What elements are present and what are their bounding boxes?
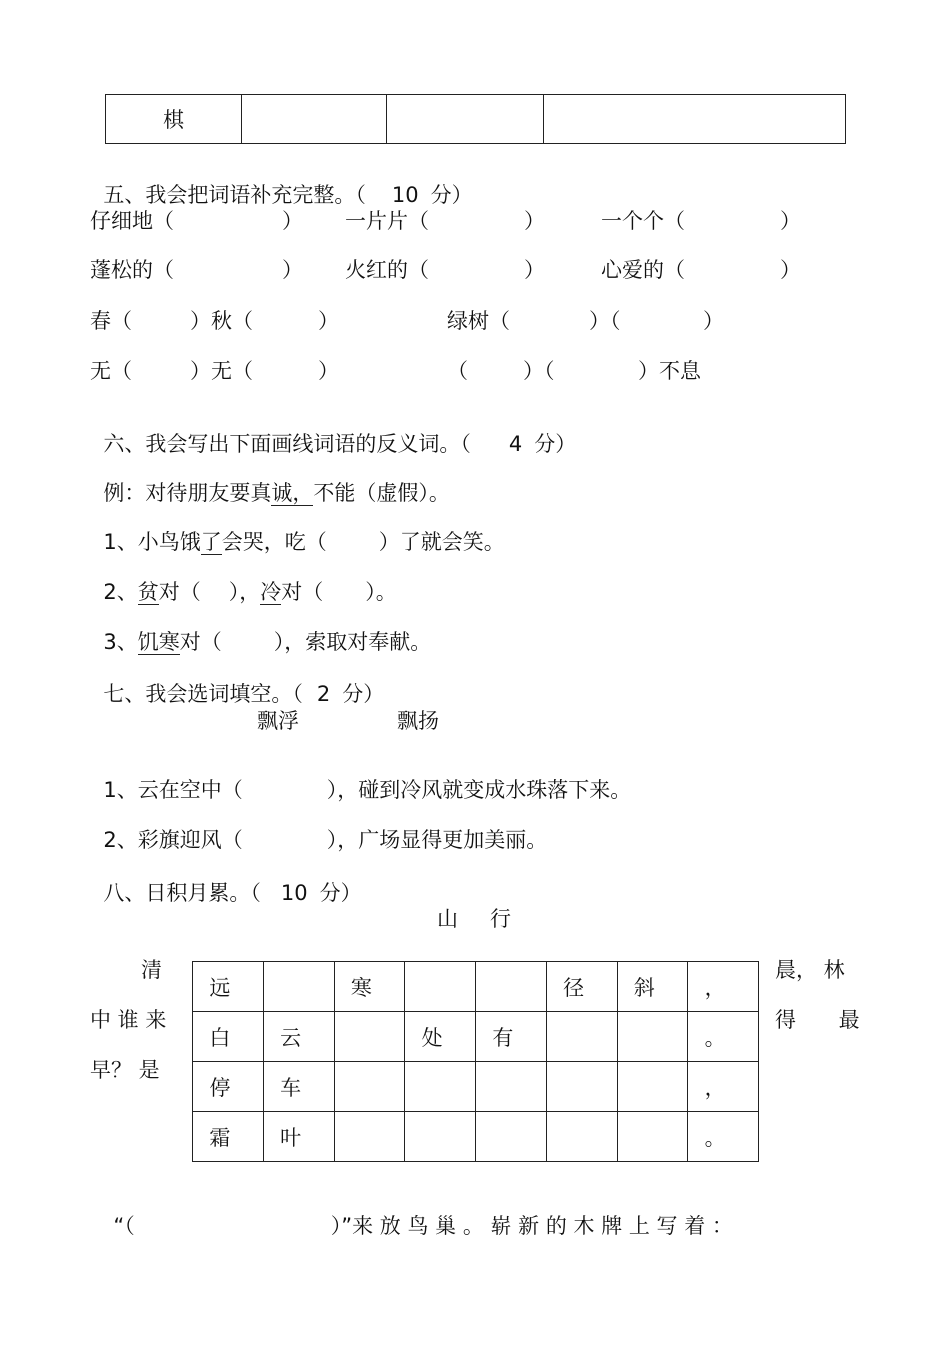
- poem-row: [193, 962, 759, 1012]
- question-text: 对（: [281, 580, 324, 604]
- poem-cell: [476, 962, 547, 1012]
- poem-cell: [334, 1062, 405, 1112]
- question-text: 1、云在空中（: [103, 778, 243, 802]
- poem-grid: [192, 961, 759, 1162]
- s7-q2: [90, 809, 547, 851]
- section-6-title: [90, 413, 576, 455]
- poem-row: [193, 1062, 759, 1112]
- poem-cell: 斜: [617, 962, 688, 1012]
- question-text: 会哭，吃（: [221, 530, 327, 554]
- question-text: 1、小鸟饿: [103, 530, 201, 554]
- poem-cell: 。: [688, 1112, 759, 1162]
- s6-q2: [90, 561, 397, 603]
- s5-row2-b: ）: [282, 258, 303, 282]
- s5-row1-e: 一个个（: [601, 209, 685, 233]
- s6-example: [90, 462, 450, 504]
- score-unit: 分）: [430, 183, 473, 207]
- bottom-text: ）”来 放 鸟 巢 。 崭 新 的 木 牌 上 写 着 ：: [330, 1214, 733, 1238]
- poem-cell: 叶: [263, 1112, 334, 1162]
- poem-cell: [263, 962, 334, 1012]
- question-text: 对（: [179, 630, 222, 654]
- s5-row1-c: 一片片（: [345, 209, 429, 233]
- s6-q1: [90, 511, 505, 553]
- section-7-title: [90, 663, 384, 705]
- s6-q3: [90, 611, 431, 653]
- poem-cell: [476, 1062, 547, 1112]
- poem-cell: 径: [546, 962, 617, 1012]
- poem-row: [193, 1012, 759, 1062]
- word-choice-2: 飘扬: [397, 709, 439, 733]
- table-cell-text: 棋: [163, 108, 184, 132]
- poem-cell: 。: [688, 1012, 759, 1062]
- s5-row3-e: ）（: [589, 309, 621, 333]
- underlined-word: 诚，: [271, 481, 314, 505]
- s5-row1-d: ）: [524, 209, 545, 233]
- poem-cell: [334, 1012, 405, 1062]
- poem-cell: [476, 1112, 547, 1162]
- s5-row4-d: （: [447, 359, 468, 383]
- question-text: ）。: [365, 580, 397, 604]
- poem-cell: [546, 1062, 617, 1112]
- right-text-2: 得 最: [775, 1008, 860, 1032]
- right-text-1: 晨， 林: [775, 958, 845, 982]
- table-cell: [242, 95, 387, 144]
- s5-row2-e: 心爱的（: [601, 258, 685, 282]
- poem-cell: [405, 962, 476, 1012]
- poem-cell: [617, 1012, 688, 1062]
- poem-cell: 寒: [334, 962, 405, 1012]
- poem-cell: [405, 1112, 476, 1162]
- section-5-title: [90, 164, 473, 206]
- example-text: 例：对待朋友要真: [103, 481, 272, 505]
- s5-row4-f: ）不息: [638, 359, 701, 383]
- score: 10: [391, 183, 419, 207]
- poem-cell: 霜: [193, 1112, 264, 1162]
- s5-row3-d: 绿树（: [447, 309, 510, 333]
- question-text: ），: [228, 580, 261, 604]
- bottom-line: [100, 1195, 733, 1237]
- title-text: 五、我会把词语补充完整。（: [103, 183, 366, 207]
- score: 4: [508, 432, 523, 456]
- underlined-word: 饥寒: [137, 630, 180, 654]
- s7-q1: [90, 759, 631, 801]
- bottom-text: “（: [113, 1214, 135, 1238]
- table-cell: [544, 95, 846, 144]
- poem-cell: 停: [193, 1062, 264, 1112]
- question-text: 3、: [103, 630, 138, 654]
- s5-row2-f: ）: [780, 258, 801, 282]
- poem-cell: ，: [688, 1062, 759, 1112]
- poem-cell: [546, 1012, 617, 1062]
- table-cell: [387, 95, 544, 144]
- word-choice-1: 飘浮: [257, 709, 299, 733]
- underlined-word: 贫: [137, 580, 159, 604]
- poem-cell: 远: [193, 962, 264, 1012]
- top-table: [105, 94, 846, 144]
- question-text: ），广场显得更加美丽。: [326, 828, 548, 852]
- score-unit: 分）: [342, 682, 385, 706]
- s5-row3-b: ）秋（: [190, 309, 253, 333]
- poem-cell: [617, 1112, 688, 1162]
- score-unit: 分）: [319, 881, 362, 905]
- poem-cell: 处: [405, 1012, 476, 1062]
- s5-row1-f: ）: [780, 209, 801, 233]
- left-text-2: 中 谁 来: [90, 1008, 167, 1032]
- title-text: 七、我会选词填空。（: [103, 682, 303, 706]
- s5-row2-a: 蓬松的（: [90, 258, 174, 282]
- example-text: 不能（虚假）。: [313, 481, 450, 505]
- left-text-3: 早？ 是: [90, 1058, 160, 1082]
- score: 10: [280, 881, 308, 905]
- question-text: ），索取对奉献。: [273, 630, 432, 654]
- question-text: 对（: [158, 580, 201, 604]
- s5-row4-a: 无（: [90, 359, 132, 383]
- question-text: 2、彩旗迎风（: [103, 828, 243, 852]
- title-text: 八、日积月累。（: [103, 881, 261, 905]
- score: 2: [316, 682, 331, 706]
- s5-row4-b: ）无（: [190, 359, 253, 383]
- title-text: 六、我会写出下面画线词语的反义词。（: [103, 432, 471, 456]
- question-text: ），碰到冷风就变成水珠落下来。: [326, 778, 632, 802]
- poem-title-1: 山: [437, 907, 458, 931]
- table-cell: [106, 95, 242, 144]
- s5-row4-c: ）: [318, 359, 339, 383]
- poem-cell: 白: [193, 1012, 264, 1062]
- score-unit: 分）: [534, 432, 577, 456]
- poem-cell: ，: [688, 962, 759, 1012]
- s5-row4-e: ）（: [523, 359, 555, 383]
- s5-row1-b: ）: [282, 209, 303, 233]
- poem-title-2: 行: [490, 907, 511, 931]
- left-text-1: 清: [141, 958, 162, 982]
- poem-row: [193, 1112, 759, 1162]
- poem-cell: 有: [476, 1012, 547, 1062]
- poem-cell: 云: [263, 1012, 334, 1062]
- s5-row3-c: ）: [318, 309, 339, 333]
- question-text: 2、: [103, 580, 138, 604]
- question-text: ）了就会笑。: [378, 530, 505, 554]
- s5-row2-c: 火红的（: [345, 258, 429, 282]
- s5-row3-f: ）: [703, 309, 724, 333]
- underlined-word: 了: [200, 530, 222, 554]
- poem-cell: [405, 1062, 476, 1112]
- section-8-title: [90, 862, 362, 904]
- s5-row3-a: 春（: [90, 309, 132, 333]
- s5-row2-d: ）: [524, 258, 545, 282]
- underlined-word: 冷: [260, 580, 282, 604]
- poem-cell: [334, 1112, 405, 1162]
- poem-cell: 车: [263, 1062, 334, 1112]
- poem-cell: [546, 1112, 617, 1162]
- s5-row1-a: 仔细地（: [90, 209, 174, 233]
- poem-cell: [617, 1062, 688, 1112]
